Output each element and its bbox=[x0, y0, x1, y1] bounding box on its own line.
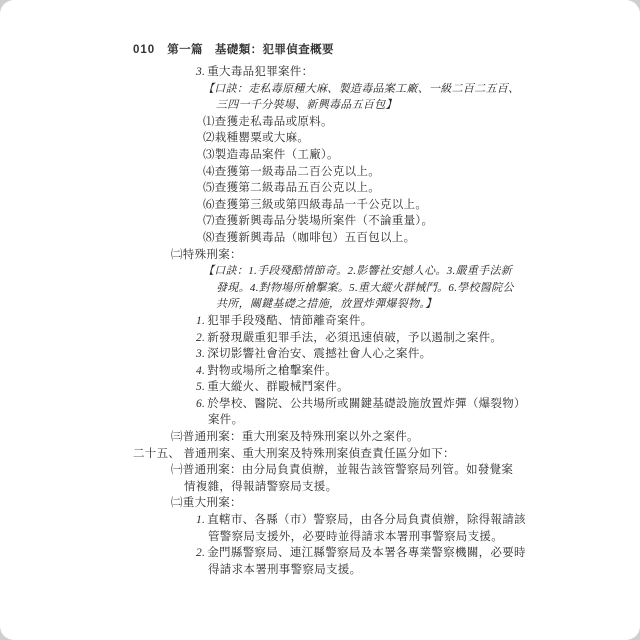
text-line bbox=[203, 180, 640, 197]
text-line bbox=[203, 130, 640, 147]
line-text: ㈢普通刑案：重大刑案及特殊刑案以外之案件。 bbox=[171, 431, 419, 444]
line-text: 【口訣：走私毒原種大麻、製造毒品案工廠、一級二百二五百、 bbox=[203, 82, 520, 95]
text-line bbox=[203, 263, 640, 280]
line-text: ⑷查獲第一級毒品二百公克以上。 bbox=[203, 165, 380, 178]
line-text: 於學校、醫院、公共場所或關鍵基礎設施放置炸彈（爆裂物） bbox=[207, 397, 526, 410]
line-text: ⑹查獲第三級或第四級毒品一千公克以上。 bbox=[203, 198, 428, 211]
text-line bbox=[203, 114, 640, 131]
text-line bbox=[196, 396, 640, 413]
text-line bbox=[196, 512, 640, 529]
line-text: 新發現嚴重犯罪手法，必須迅速偵破，予以遏制之案件。 bbox=[207, 331, 503, 344]
line-text: ㈡重大刑案： bbox=[171, 497, 242, 510]
list-number: 3. bbox=[196, 348, 206, 361]
line-text: ⑴查獲走私毒品或原料。 bbox=[203, 115, 333, 128]
text-line bbox=[203, 164, 640, 181]
text-line bbox=[196, 313, 640, 330]
line-text: 發現。4.對物場所槍擊案。5.重大縱火群械鬥。6.學校醫院公 bbox=[216, 281, 514, 294]
line-text: 直轄市、各縣（市）警察局，由各分局負責偵辦，除得報請該 bbox=[207, 514, 526, 527]
line-text: 深切影響社會治安、震撼社會人心之案件。 bbox=[207, 348, 432, 361]
line-text: 重大縱火、群毆械鬥案件。 bbox=[207, 381, 349, 394]
text-line bbox=[203, 81, 640, 98]
text-line bbox=[196, 545, 640, 562]
list-number: 1. bbox=[196, 514, 206, 527]
line-text: 對物或場所之槍擊案件。 bbox=[207, 364, 338, 377]
list-number: 2. bbox=[196, 547, 206, 560]
line-text: ⑺查獲新興毒品分裝場所案件（不論重量）。 bbox=[203, 215, 434, 228]
page-header bbox=[133, 41, 334, 57]
list-number: 3. bbox=[196, 66, 206, 78]
list-number: 6. bbox=[196, 397, 206, 410]
list-number: 1. bbox=[196, 314, 206, 327]
line-text: 【口訣：1.手段殘酷情節奇。2.影響社安撼人心。3.嚴重手法新 bbox=[203, 265, 513, 278]
text-line bbox=[203, 213, 640, 230]
text-line bbox=[216, 97, 640, 114]
text-line bbox=[184, 479, 640, 496]
text-line bbox=[203, 147, 640, 164]
list-number: 4. bbox=[196, 364, 206, 377]
line-text: ⑻查獲新興毒品（咖啡包）五百包以上。 bbox=[203, 231, 416, 244]
line-text: ㈡特殊刑案： bbox=[171, 248, 242, 261]
page-number: 010 bbox=[133, 44, 156, 56]
text-line bbox=[216, 280, 640, 297]
text-line bbox=[171, 495, 640, 512]
line-text: 共所，關鍵基礎之措施，放置炸彈爆裂物。】 bbox=[216, 298, 437, 311]
line-text: 管警察局支援外，必要時並得請求本署刑事警察局支援。 bbox=[208, 530, 503, 543]
text-line bbox=[203, 197, 640, 214]
line-text: ⑵栽種罌粟或大麻。 bbox=[203, 132, 310, 145]
chapter-title: 基礎類：犯罪偵查概要 bbox=[214, 44, 334, 56]
text-line bbox=[208, 562, 640, 579]
document-body bbox=[0, 64, 640, 578]
list-number: 2. bbox=[196, 331, 206, 344]
line-text: 得請求本署刑事警察局支援。 bbox=[208, 563, 362, 576]
line-text: ⑸查獲第二級毒品五百公克以上。 bbox=[203, 182, 380, 195]
line-text: 案件。 bbox=[208, 414, 244, 427]
line-text: 犯罪手段殘酷、情節離奇案件。 bbox=[207, 314, 373, 327]
text-line bbox=[208, 412, 640, 429]
list-number: 5. bbox=[196, 381, 206, 394]
line-text: ㈠普通刑案：由分局負責偵辦，並報告該管警察局列管。如發覺案 bbox=[171, 464, 514, 477]
text-line bbox=[196, 330, 640, 347]
text-line bbox=[196, 363, 640, 380]
line-text: 三四一千分裝場、新興毒品五百包】 bbox=[216, 99, 397, 112]
line-text: 重大毒品犯罪案件： bbox=[207, 66, 314, 78]
line-text: ⑶製造毒品案件（工廠）。 bbox=[203, 148, 339, 161]
text-line bbox=[196, 346, 640, 363]
text-line bbox=[208, 529, 640, 546]
text-line bbox=[171, 247, 640, 264]
text-line bbox=[216, 296, 640, 313]
text-line bbox=[171, 429, 640, 446]
line-text: 金門縣警察局、連江縣警察局及本署各專業警察機關，必要時 bbox=[207, 547, 526, 560]
text-line bbox=[196, 64, 640, 81]
text-line bbox=[171, 462, 640, 479]
text-line bbox=[196, 379, 640, 396]
section-label: 第一篇 bbox=[167, 44, 203, 56]
line-text: 二十五、 普通刑案、重大刑案及特殊刑案偵查責任區分如下： bbox=[133, 447, 455, 460]
text-line bbox=[203, 230, 640, 247]
line-text: 情複雜，得報請警察局支援。 bbox=[184, 480, 338, 493]
text-line bbox=[133, 446, 640, 463]
